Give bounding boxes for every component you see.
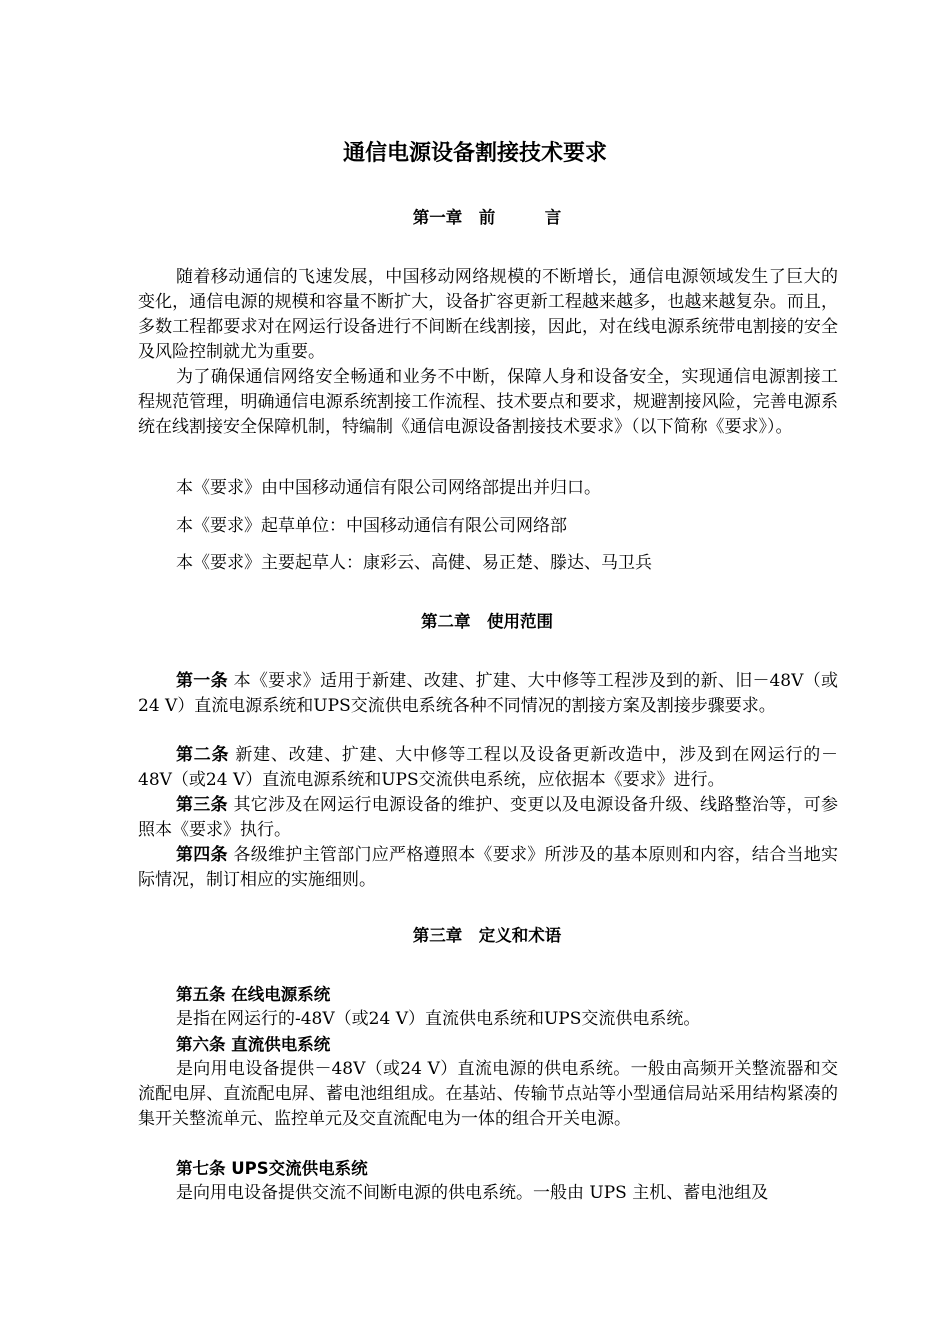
term-definition: 是向用电设备提供交流不间断电源的供电系统。一般由 UPS 主机、蓄电池组及 bbox=[176, 1183, 769, 1203]
chapter-2-heading: 第二章 使用范围 bbox=[421, 612, 553, 631]
term-definition: 是指在网运行的-48V（或24 V）直流供电系统和UPS交流供电系统。 bbox=[176, 1009, 701, 1029]
term-heading: 第七条 UPS交流供电系统 bbox=[176, 1159, 368, 1178]
article-text: 其它涉及在网运行电源设备的维护、变更以及电源设备升级、线路整治等，可参照本《要求》执行。 bbox=[138, 795, 839, 840]
article-paragraph bbox=[138, 669, 838, 719]
chapter-1-paragraph: 为了确保通信网络安全畅通和业务不中断，保障人身和设备安全，实现通信电源割接工程规范管理，明确通信电源系统割接工作流程、技术要点和要求，规避割接风险，完善电源系统在线割接安全保障机制，特编制《通信电源设备割接技术要求》（以下简称《要求》）。 bbox=[138, 367, 838, 437]
article-paragraph bbox=[138, 843, 838, 893]
document-title: 通信电源设备割接技术要求 bbox=[342, 141, 607, 166]
article-paragraph bbox=[138, 743, 838, 793]
article-number: 第三条 bbox=[176, 795, 228, 815]
term-definition: 是向用电设备提供－48V（或24 V）直流电源的供电系统。一般由高频开关整流器和交流配电屏、直流配电屏、蓄电池组组成。在基站、传输节点站等小型通信局站采用结构紧凑的集开关整流单元、监控单元及交直流配电为一体的组合开关电源。 bbox=[138, 1059, 838, 1129]
article-number: 第一条 bbox=[176, 671, 228, 691]
term-heading: 第六条 直流供电系统 bbox=[176, 1035, 331, 1054]
article-paragraph bbox=[138, 793, 838, 843]
chapter-1-paragraph: 本《要求》主要起草人：康彩云、高健、易正楚、滕达、马卫兵 bbox=[176, 553, 652, 573]
chapter-1-paragraph: 本《要求》由中国移动通信有限公司网络部提出并归口。 bbox=[176, 478, 601, 498]
chapter-3-heading: 第三章 定义和术语 bbox=[412, 926, 562, 945]
term-heading: 第五条 在线电源系统 bbox=[176, 985, 331, 1004]
article-text: 新建、改建、扩建、大中修等工程以及设备更新改造中，涉及到在网运行的－48V（或24 V）直流电源系统和UPS交流供电系统，应依据本《要求》进行。 bbox=[138, 745, 839, 790]
article-text: 本《要求》适用于新建、改建、扩建、大中修等工程涉及到的新、旧－48V（或24 V）直流电源系统和UPS交流供电系统各种不同情况的割接方案及割接步骤要求。 bbox=[138, 671, 838, 716]
article-number: 第二条 bbox=[176, 745, 230, 765]
chapter-1-heading: 第一章 前 言 bbox=[412, 208, 562, 227]
chapter-1-paragraph: 本《要求》起草单位：中国移动通信有限公司网络部 bbox=[176, 516, 567, 536]
chapter-1-paragraph: 随着移动通信的飞速发展，中国移动网络规模的不断增长，通信电源领域发生了巨大的变化，通信电源的规模和容量不断扩大，设备扩容更新工程越来越多，也越来越复杂。而且，多数工程都要求对在网运行设备进行不间断在线割接，因此，对在线电源系统带电割接的安全及风险控制就尤为重要。 bbox=[138, 267, 838, 362]
article-number: 第四条 bbox=[176, 845, 228, 865]
article-text: 各级维护主管部门应严格遵照本《要求》所涉及的基本原则和内容，结合当地实际情况，制订相应的实施细则。 bbox=[138, 845, 839, 890]
